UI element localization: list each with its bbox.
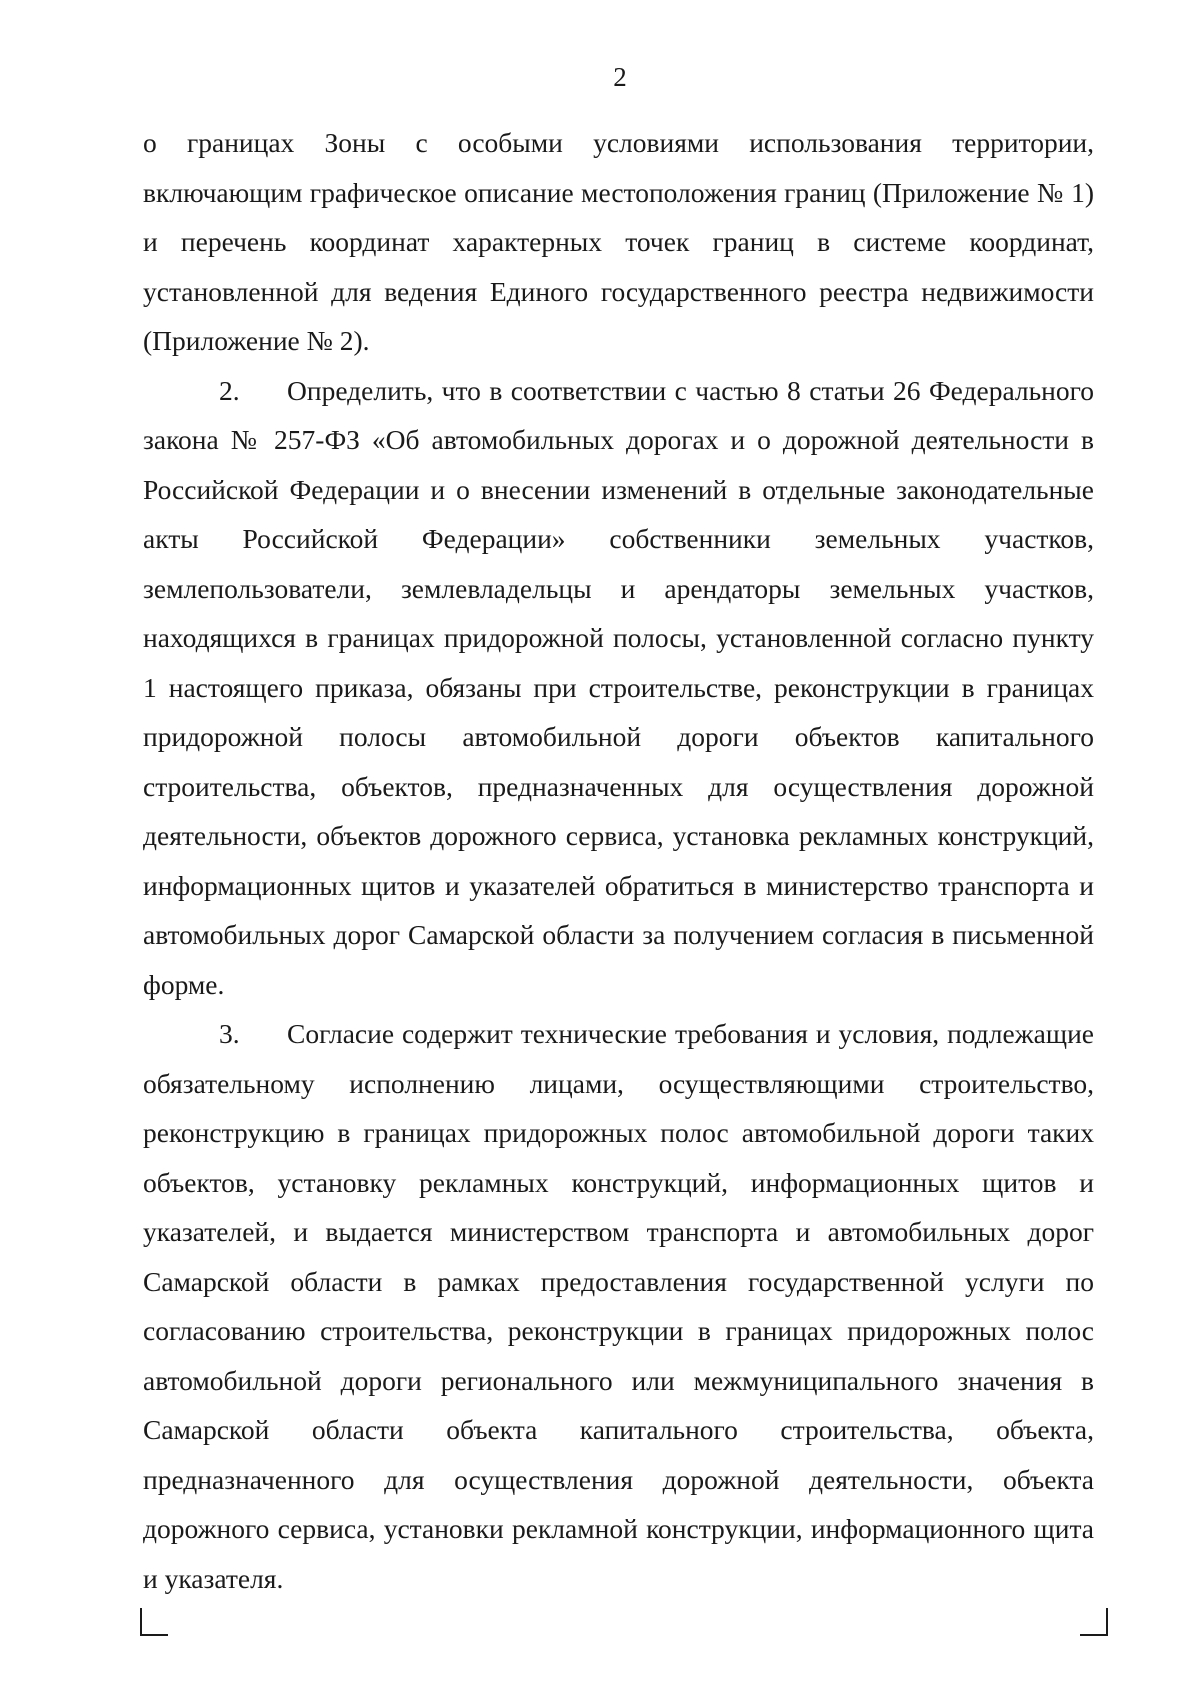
document-body: [143, 118, 1094, 1603]
paragraph-item-3: [143, 1009, 1094, 1603]
paragraph-continuation: [143, 118, 1094, 366]
paragraph-number: 2.: [219, 374, 240, 406]
corner-mark-left: [140, 1608, 168, 1636]
paragraph-text: Согласие содержит технические требования и условия, подлежащие обязательному исполнению лицами, осуществляющими строительство, реконструкцию в границах придорожных полос автомобильной дороги таких объектов, установку рекламных конструкций, информационных щитов и указателей, и выдается министерством транспорта и автомобильных дорог Самарской области в рамках предоставления государственной услуги по согласованию строительства, реконструкции в границах придорожных полос автомобильной дороги регионального или межмуниципального значения в Самарской области объекта капитального строительства, объекта, предназначенного для осуществления дорожной деятельности, объекта дорожного сервиса, установки рекламной конструкции, информационного щита и указателя.: [143, 1018, 1094, 1594]
paragraph-number: 3.: [219, 1018, 240, 1049]
paragraph-item-2: [143, 366, 1094, 1010]
paragraph-text: о границах Зоны с особыми условиями использования территории, включающим графическое описание местоположения границ (Приложение № 1) и перечень координат характерных точек границ в системе координат, установленной для ведения Единого государственного реестра недвижимости (Приложение № 2).: [143, 127, 1094, 356]
page-number: 2: [613, 62, 627, 92]
paragraph-text: Определить, что в соответствии с частью 8 статьи 26 Федерального закона № 257-ФЗ «Об автомобильных дорогах и о дорожной деятельности в Российской Федерации и о внесении изменений в отдельные законодательные акты Российской Федерации» собственники земельных участков, землепользователи, землевладельцы и арендаторы земельных участков, находящихся в границах придорожной полосы, установленной согласно пункту 1 настоящего приказа, обязаны при строительстве, реконструкции в границах придорожной полосы автомобильной дороги объектов капитального строительства, объектов, предназначенных для осуществления дорожной деятельности, объектов дорожного сервиса, установка рекламных конструкций, информационных щитов и указателей обратиться в министерство транспорта и автомобильных дорог Самарской области за получением согласия в письменной форме.: [143, 374, 1094, 1000]
corner-mark-right: [1080, 1608, 1108, 1636]
